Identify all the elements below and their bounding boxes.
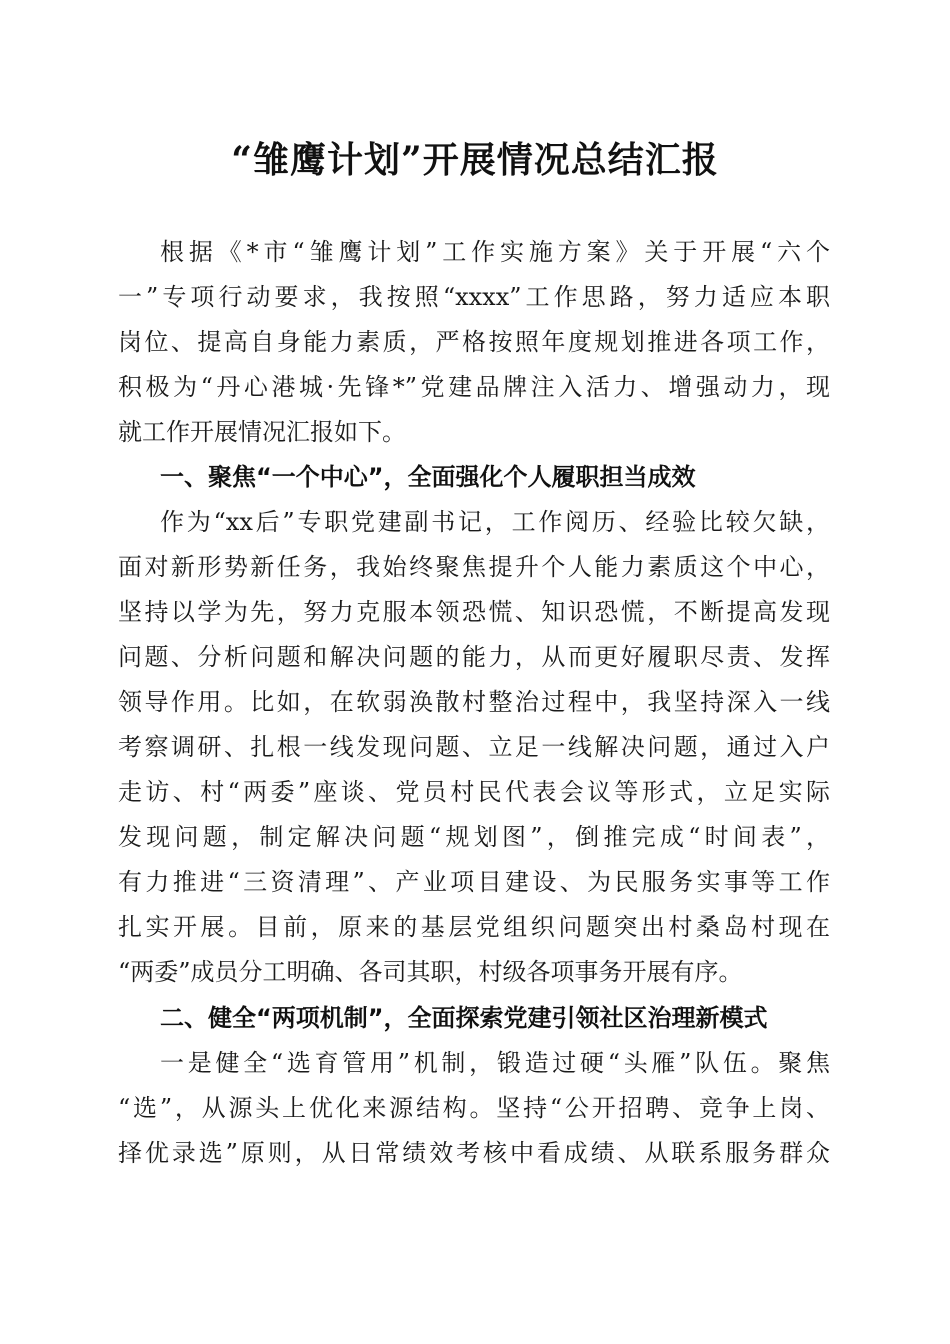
section-2-heading: 二、健全“两项机制”，全面探索党建引领社区治理新模式 (160, 1004, 768, 1032)
section-1-line: 考察调研、扎根一线发现问题、立足一线解决问题，通过入户 (118, 733, 830, 761)
section-1-line: 扎实开展。目前，原来的基层党组织问题突出村桑岛村现在 (118, 913, 830, 941)
document-title: “雏鹰计划”开展情况总结汇报 (231, 139, 719, 181)
intro-line: 积极为“丹心港城·先锋*”党建品牌注入活力、增强动力，现 (118, 373, 830, 401)
section-1-line: 面对新形势新任务，我始终聚焦提升个人能力素质这个中心， (118, 553, 830, 581)
intro-line: 一”专项行动要求，我按照“xxxx”工作思路，努力适应本职 (118, 283, 830, 311)
section-2-line: 一是健全“选育管用”机制，锻造过硬“头雁”队伍。聚焦 (160, 1049, 830, 1077)
section-1-line: 发现问题，制定解决问题“规划图”，倒推完成“时间表”， (118, 823, 830, 851)
section-1-line: “两委”成员分工明确、各司其职，村级各项事务开展有序。 (118, 958, 743, 986)
section-1-line: 走访、村“两委”座谈、党员村民代表会议等形式，立足实际 (118, 778, 830, 806)
section-1-line: 作为“xx后”专职党建副书记，工作阅历、经验比较欠缺， (160, 508, 830, 536)
intro-line: 根据《*市“雏鹰计划”工作实施方案》关于开展“六个 (160, 238, 830, 266)
section-1-line: 有力推进“三资清理”、产业项目建设、为民服务实事等工作 (118, 868, 830, 896)
section-1-line: 坚持以学为先，努力克服本领恐慌、知识恐慌，不断提高发现 (118, 598, 830, 626)
intro-line: 岗位、提高自身能力素质，严格按照年度规划推进各项工作， (118, 328, 830, 356)
section-2-line: “选”，从源头上优化来源结构。坚持“公开招聘、竞争上岗、 (118, 1094, 830, 1122)
section-1-line: 领导作用。比如，在软弱涣散村整治过程中，我坚持深入一线 (118, 688, 830, 716)
section-1-line: 问题、分析问题和解决问题的能力，从而更好履职尽责、发挥 (118, 643, 830, 671)
section-1-heading: 一、聚焦“一个中心”，全面强化个人履职担当成效 (160, 463, 696, 491)
section-2-line: 择优录选”原则，从日常绩效考核中看成绩、从联系服务群众 (118, 1139, 830, 1167)
intro-line: 就工作开展情况汇报如下。 (118, 418, 406, 446)
